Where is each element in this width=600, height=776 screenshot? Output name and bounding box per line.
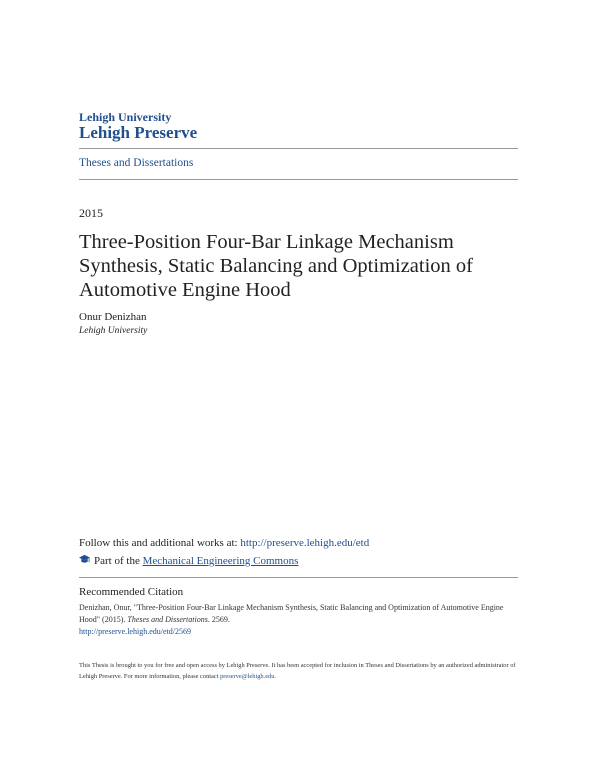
part-of-line bbox=[79, 554, 298, 567]
citation-text bbox=[79, 602, 524, 638]
mechanical-engineering-commons-link[interactable]: Mechanical Engineering Commons bbox=[142, 555, 299, 567]
citation-body: Denizhan, Onur, "Three-Position Four-Bar Linkage Mechanism Synthesis, Static Balancing and Optimization of Automotive Engine Hood" (2015). bbox=[79, 603, 504, 624]
citation-number: . 2569. bbox=[207, 615, 230, 624]
footer-text: This Thesis is brought to you for free and open access by Lehigh Preserve. It has been accepted for inclusion in Theses and Dissertations by an authorized administrator of Lehigh Preserve. For more information, please contact bbox=[79, 662, 516, 680]
citation-series: Theses and Dissertations bbox=[127, 615, 208, 624]
repository-name[interactable]: Lehigh Preserve bbox=[79, 123, 198, 142]
author-affiliation: Lehigh University bbox=[79, 326, 148, 336]
top-divider bbox=[79, 148, 518, 149]
follow-line bbox=[79, 537, 369, 549]
publication-year: 2015 bbox=[79, 206, 103, 220]
author-name: Onur Denizhan bbox=[79, 311, 147, 323]
follow-prefix: Follow this and additional works at: bbox=[79, 537, 241, 549]
mortarboard-icon bbox=[79, 554, 90, 565]
document-title: Three-Position Four-Bar Linkage Mechanism Synthesis, Static Balancing and Optimization of Automotive Engine Hood bbox=[79, 231, 473, 301]
collection-divider bbox=[79, 179, 518, 180]
recommended-citation-heading: Recommended Citation bbox=[79, 586, 184, 598]
citation-url-link[interactable]: http://preserve.lehigh.edu/etd/2569 bbox=[79, 627, 191, 636]
citation-divider bbox=[79, 577, 518, 578]
etd-link[interactable]: http://preserve.lehigh.edu/etd bbox=[240, 537, 370, 549]
contact-email-link[interactable]: preserve@lehigh.edu bbox=[220, 673, 275, 680]
collection-link[interactable]: Theses and Dissertations bbox=[79, 157, 194, 169]
university-name: Lehigh University bbox=[79, 110, 172, 124]
footer-end: . bbox=[274, 673, 277, 680]
footer-notice bbox=[79, 660, 524, 682]
part-of-prefix: Part of the bbox=[94, 555, 143, 567]
